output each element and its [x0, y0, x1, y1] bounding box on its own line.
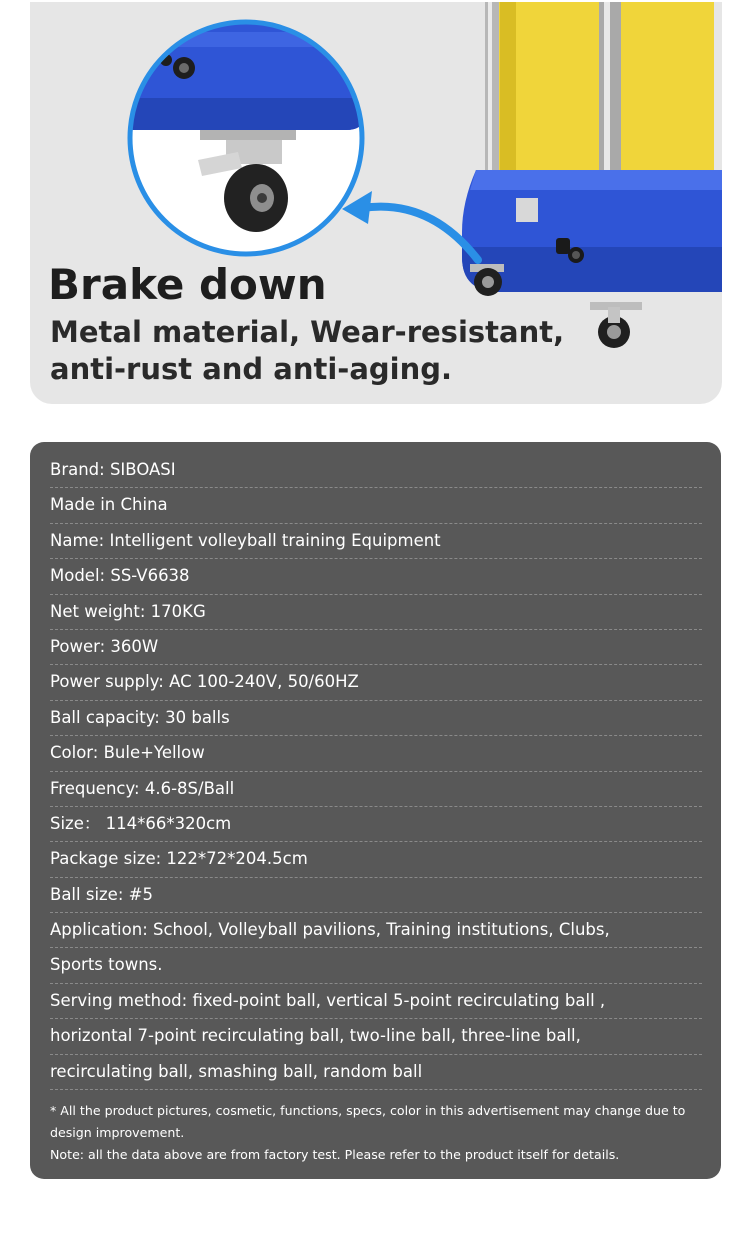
- spec-row-serving-method: Serving method: fixed-point ball, vertical 5-point recirculating ball ,: [50, 984, 702, 1019]
- spec-list: [50, 453, 702, 1090]
- spec-card: [30, 442, 721, 1179]
- disclaimer-notes: [50, 1100, 705, 1166]
- feature-panel: [30, 2, 722, 404]
- spec-row-name: Name: Intelligent volleyball training Equipment: [50, 524, 702, 559]
- feature-subline: Metal material, Wear-resistant, anti-rust and anti-aging.: [50, 315, 565, 386]
- spec-row-frequency: Frequency: 4.6-8S/Ball: [50, 772, 702, 807]
- factory-test-note: Note: all the data above are from factory test. Please refer to the product itself for details.: [50, 1147, 620, 1162]
- spec-row-package-size: Package size: 122*72*204.5cm: [50, 842, 702, 877]
- spec-row-origin: Made in China: [50, 488, 702, 523]
- spec-row-ball-capacity: Ball capacity: 30 balls: [50, 701, 702, 736]
- disclaimer-note: * All the product pictures, cosmetic, functions, specs, color in this advertisement may change due to design improvement.: [50, 1103, 686, 1140]
- spec-row-power: Power: 360W: [50, 630, 702, 665]
- spec-row-power-supply: Power supply: AC 100-240V, 50/60HZ: [50, 665, 702, 700]
- machine-illustration: [462, 2, 722, 348]
- spec-row-application-cont: Sports towns.: [50, 948, 702, 983]
- spec-row-net-weight: Net weight: 170KG: [50, 595, 702, 630]
- spec-row-ball-size: Ball size: #5: [50, 878, 702, 913]
- spec-row-color: Color: Bule+Yellow: [50, 736, 702, 771]
- spec-row-size: Size： 114*66*320cm: [50, 807, 702, 842]
- arrow-icon: [342, 191, 478, 260]
- spec-row-serving-method-cont-2: recirculating ball, smashing ball, random ball: [50, 1055, 702, 1090]
- spec-row-serving-method-cont-1: horizontal 7-point recirculating ball, two-line ball, three-line ball,: [50, 1019, 702, 1054]
- spec-row-brand: Brand: SIBOASI: [50, 453, 702, 488]
- feature-headline: Brake down: [48, 260, 327, 309]
- spec-row-model: Model: SS-V6638: [50, 559, 702, 594]
- caster-wheel-zoom-icon: [126, 20, 366, 260]
- spec-row-application: Application: School, Volleyball pavilions, Training institutions, Clubs,: [50, 913, 702, 948]
